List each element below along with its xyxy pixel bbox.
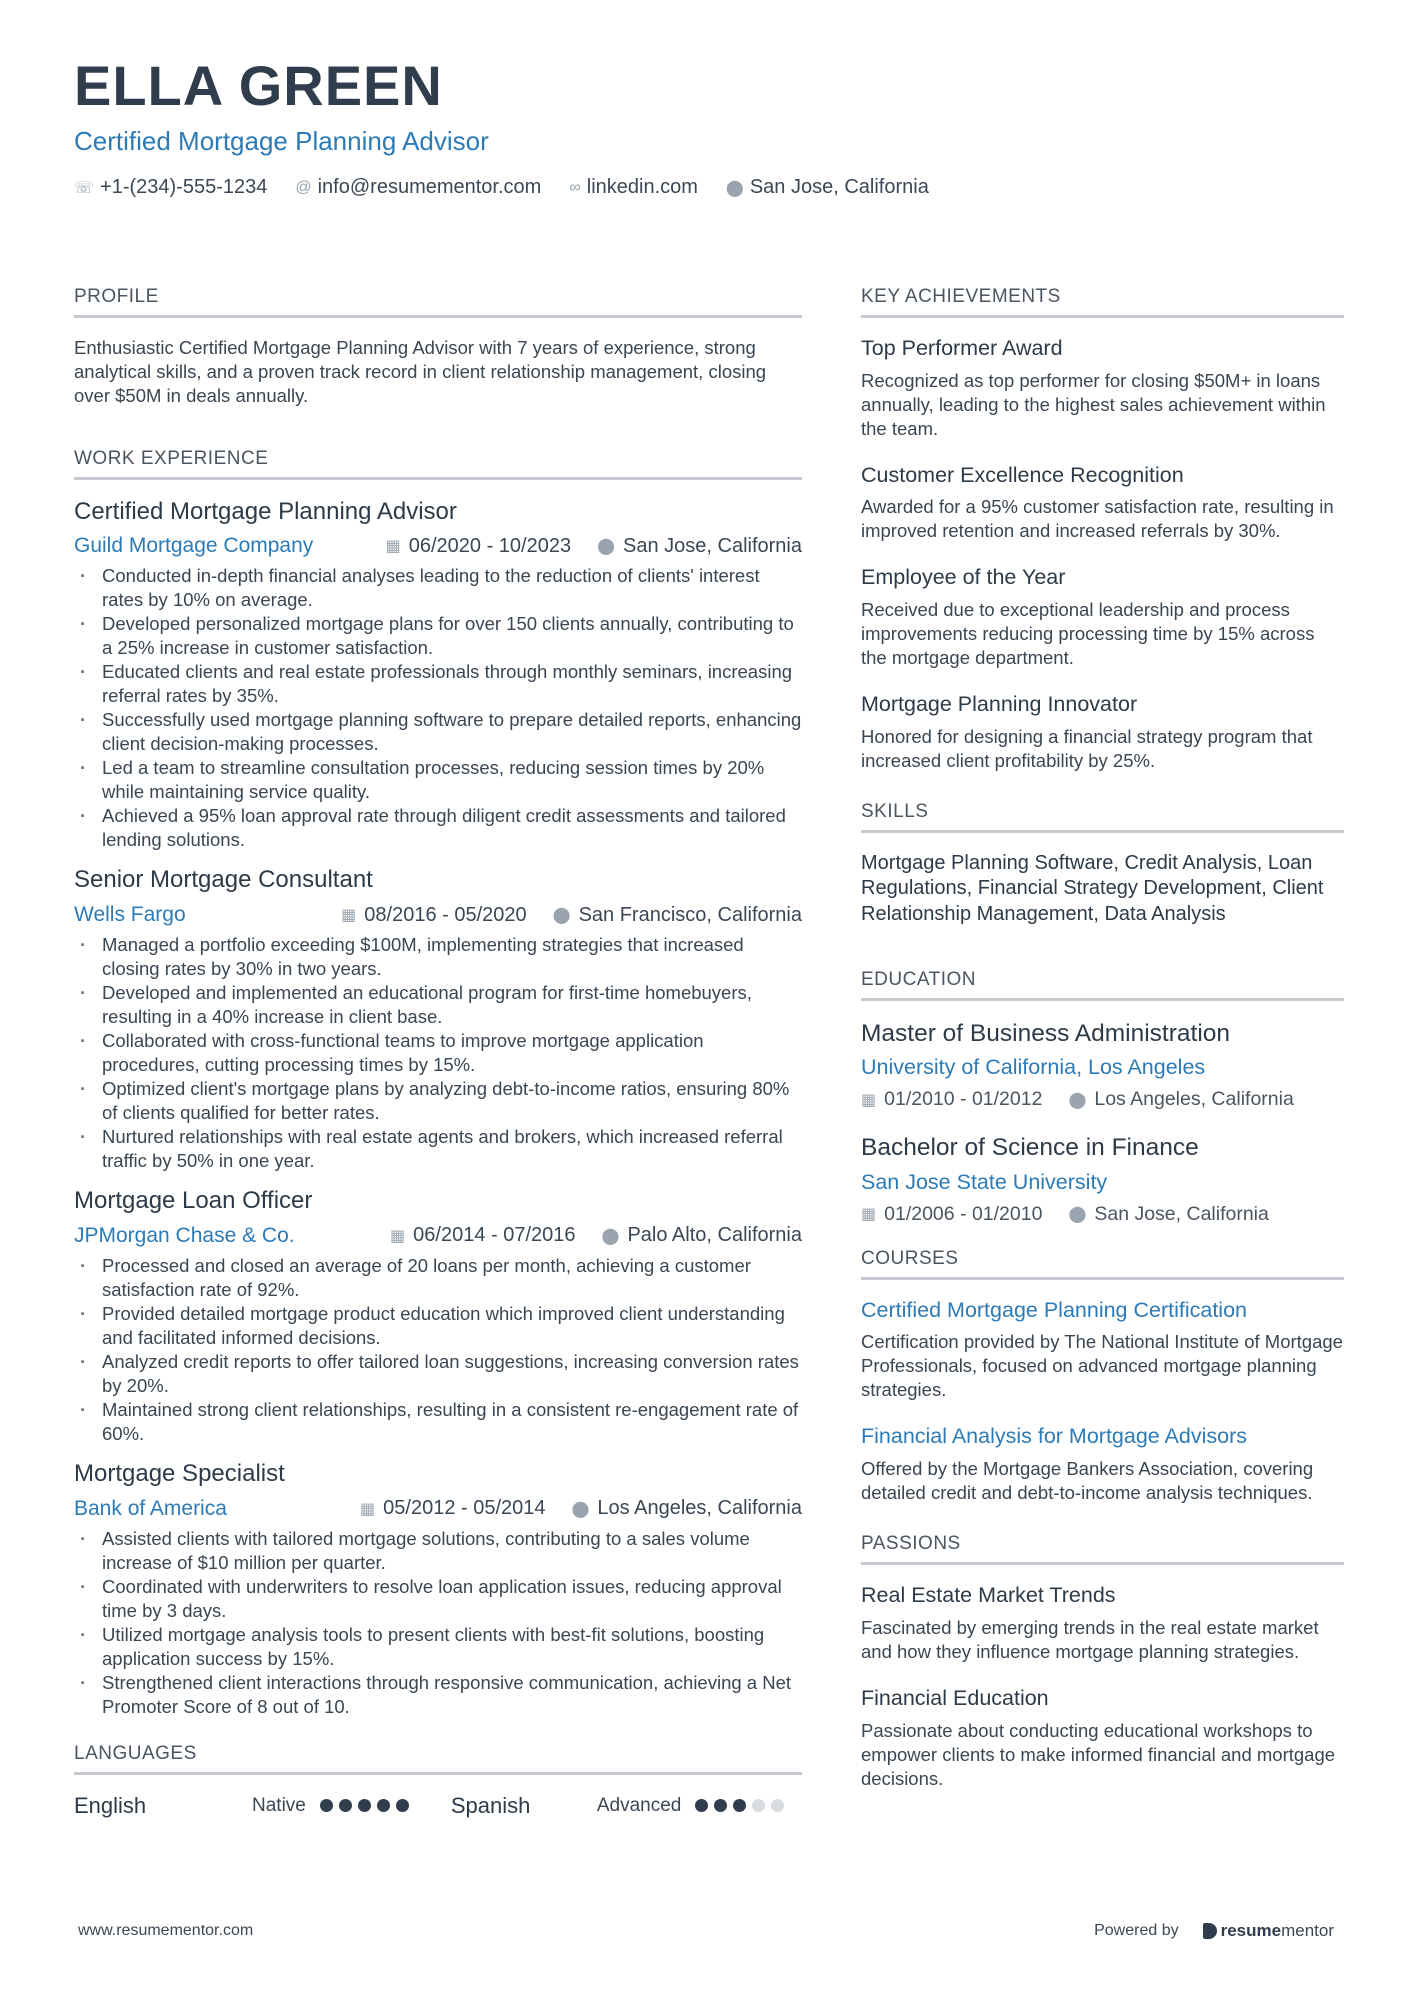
rating-dot bbox=[320, 1799, 333, 1812]
job-location-text: San Jose, California bbox=[623, 534, 802, 557]
course-title: Certified Mortgage Planning Certification bbox=[861, 1297, 1248, 1322]
course-list bbox=[861, 1298, 1344, 1506]
course-desc: Offered by the Mortgage Bankers Association, covering detailed credit and debt-to-income analysis techniques. bbox=[861, 1458, 1314, 1504]
job-bullet: · Successfully used mortgage planning software to prepare detailed reports, enhancing client decision-making processes. bbox=[74, 708, 802, 756]
language-name: Spanish bbox=[450, 1792, 531, 1818]
job-bullet: · Educated clients and real estate professionals through monthly seminars, increasing referral rates by 35%. bbox=[74, 660, 802, 708]
languages-row bbox=[74, 1793, 802, 1819]
education-meta bbox=[861, 1203, 1344, 1226]
rating-dot bbox=[377, 1799, 390, 1812]
section-heading-profile: PROFILE bbox=[74, 286, 802, 318]
location-pin-icon: ⬤ bbox=[597, 538, 616, 556]
contact-linkedin[interactable]: ∞ linkedin.com bbox=[569, 176, 698, 198]
job-bullets bbox=[74, 1527, 802, 1719]
passion-item bbox=[861, 1583, 1344, 1664]
passion-desc: Passionate about conducting educational workshops to empower clients to make informed financial and mortgage decisions. bbox=[861, 1719, 1336, 1789]
left-column bbox=[74, 286, 802, 1819]
education-school: University of California, Los Angeles bbox=[861, 1055, 1206, 1080]
calendar-icon: ▦ bbox=[861, 1206, 877, 1224]
job-bullet: · Conducted in-depth financial analyses leading to the reduction of clients' interest rates by 10% on average. bbox=[74, 564, 802, 612]
job-location bbox=[553, 904, 802, 927]
job-meta bbox=[74, 534, 802, 558]
contact-email[interactable]: @ info@resumementor.com bbox=[295, 176, 542, 198]
powered-by-label: Powered by bbox=[1094, 1922, 1179, 1939]
job-meta-details bbox=[390, 1224, 802, 1247]
job-entry bbox=[74, 866, 802, 1173]
job-bullet: · Utilized mortgage analysis tools to present clients with best-fit solutions, boosting application success by 15%. bbox=[74, 1623, 802, 1671]
rating-dot bbox=[358, 1799, 371, 1812]
education-meta bbox=[861, 1088, 1344, 1111]
achievement-desc: Received due to exceptional leadership and process improvements reducing processing time by 15% across the mortgage department. bbox=[861, 599, 1315, 669]
job-dates bbox=[386, 535, 572, 558]
job-bullets bbox=[74, 933, 802, 1173]
job-bullet: · Led a team to streamline consultation processes, reducing session times by 20% while maintaining service quality. bbox=[74, 756, 802, 804]
footer-site-link[interactable]: www.resumementor.com bbox=[78, 1922, 254, 1939]
job-list bbox=[74, 498, 802, 1719]
contact-location: ⬤ San Jose, California bbox=[725, 176, 929, 198]
achievement-item bbox=[861, 336, 1344, 441]
calendar-icon: ▦ bbox=[341, 907, 357, 925]
job-dates bbox=[390, 1224, 576, 1247]
job-meta-details bbox=[386, 535, 802, 558]
job-bullet: · Coordinated with underwriters to resolve loan application issues, reducing approval time by 3 days. bbox=[74, 1575, 802, 1623]
job-bullet: · Strengthened client interactions through responsive communication, achieving a Net Promoter Score of 8 out of 10. bbox=[74, 1671, 802, 1719]
contact-bar bbox=[74, 176, 1344, 199]
job-location bbox=[597, 535, 802, 558]
achievement-desc: Honored for designing a financial strategy program that increased client profitability by 25%. bbox=[861, 725, 1313, 771]
job-bullets bbox=[74, 564, 802, 852]
profile-text: Enthusiastic Certified Mortgage Planning Advisor with 7 years of experience, strong analytical skills, and a proven track record in client relationship management, closing over $50M in deals annually. bbox=[74, 336, 767, 406]
achievement-title: Employee of the Year bbox=[861, 565, 1066, 590]
education-location bbox=[1068, 1088, 1293, 1111]
job-bullet: · Managed a portfolio exceeding $100M, implementing strategies that increased closing rates by 30% in two years. bbox=[74, 933, 802, 981]
education-item bbox=[861, 1019, 1344, 1111]
rating-dot bbox=[695, 1799, 708, 1812]
rating-dot bbox=[733, 1799, 746, 1812]
job-dates-text: 06/2014 - 07/2016 bbox=[413, 1224, 576, 1247]
footer bbox=[78, 1921, 1334, 1941]
section-heading-skills: SKILLS bbox=[861, 801, 1344, 833]
skills-text: Mortgage Planning Software, Credit Analysis, Loan Regulations, Financial Strategy Development, Client Relationship Management, Data Analysis bbox=[861, 851, 1324, 925]
job-title: Mortgage Specialist bbox=[74, 1459, 285, 1487]
calendar-icon: ▦ bbox=[360, 1500, 376, 1518]
language-rating bbox=[695, 1799, 784, 1812]
achievement-title: Top Performer Award bbox=[861, 335, 1063, 360]
calendar-icon: ▦ bbox=[385, 538, 401, 556]
job-location bbox=[572, 1497, 802, 1520]
company-name: Wells Fargo bbox=[74, 903, 186, 927]
education-item bbox=[861, 1133, 1344, 1225]
job-dates bbox=[360, 1497, 546, 1520]
job-meta-details bbox=[341, 904, 802, 927]
section-heading-experience: WORK EXPERIENCE bbox=[74, 448, 802, 480]
language-name: English bbox=[74, 1792, 147, 1818]
right-column bbox=[861, 286, 1344, 1813]
job-bullet: · Nurtured relationships with real estate agents and brokers, which increased referral traffic by 50% in one year. bbox=[74, 1125, 802, 1173]
language-level: Advanced bbox=[596, 1794, 682, 1816]
location-pin-icon: ⬤ bbox=[552, 907, 571, 925]
education-location bbox=[1068, 1203, 1268, 1226]
phone-icon: ☏ bbox=[74, 179, 95, 197]
job-meta bbox=[74, 903, 802, 927]
achievement-desc: Recognized as top performer for closing $50M+ in loans annually, leading to the highest sales achievement within the team. bbox=[861, 369, 1326, 439]
job-bullet: · Optimized client's mortgage plans by analyzing debt-to-income ratios, ensuring 80% of clients qualified for better rates. bbox=[74, 1077, 802, 1125]
job-meta bbox=[74, 1497, 802, 1521]
job-bullet: · Provided detailed mortgage product education which improved client understanding and facilitated informed decisions. bbox=[74, 1302, 802, 1350]
language-rating bbox=[320, 1799, 409, 1812]
job-bullet: · Analyzed credit reports to offer tailored loan suggestions, increasing conversion rates by 20%. bbox=[74, 1350, 802, 1398]
section-heading-courses: COURSES bbox=[861, 1248, 1344, 1280]
job-meta bbox=[74, 1224, 802, 1248]
achievement-title: Mortgage Planning Innovator bbox=[861, 692, 1138, 717]
job-title: Mortgage Loan Officer bbox=[74, 1187, 313, 1215]
passion-title: Financial Education bbox=[861, 1685, 1049, 1710]
achievement-desc: Awarded for a 95% customer satisfaction rate, resulting in improved retention and increased referrals by 30%. bbox=[861, 496, 1334, 542]
job-entry bbox=[74, 498, 802, 853]
achievement-title: Customer Excellence Recognition bbox=[861, 462, 1184, 487]
rating-dot bbox=[771, 1799, 784, 1812]
rating-dot bbox=[339, 1799, 352, 1812]
at-icon: @ bbox=[295, 178, 312, 196]
job-meta-details bbox=[360, 1497, 802, 1520]
candidate-name: ELLA GREEN bbox=[74, 54, 443, 117]
passion-list bbox=[861, 1583, 1344, 1791]
job-dates bbox=[341, 904, 527, 927]
education-location-text: Los Angeles, California bbox=[1094, 1088, 1294, 1111]
section-heading-passions: PASSIONS bbox=[861, 1533, 1344, 1565]
course-title: Financial Analysis for Mortgage Advisors bbox=[861, 1424, 1247, 1449]
location-pin-icon: ⬤ bbox=[601, 1227, 620, 1245]
footer-brand bbox=[1094, 1921, 1334, 1941]
course-item bbox=[861, 1424, 1344, 1505]
job-bullet: · Maintained strong client relationships, resulting in a consistent re-engagement rate of 60%. bbox=[74, 1398, 802, 1446]
company-name: JPMorgan Chase & Co. bbox=[74, 1223, 295, 1247]
job-bullet: · Developed personalized mortgage plans for over 150 clients annually, contributing to a 25% increase in customer satisfaction. bbox=[74, 612, 802, 660]
section-heading-education: EDUCATION bbox=[861, 969, 1344, 1001]
location-pin-icon: ⬤ bbox=[725, 179, 744, 197]
job-entry bbox=[74, 1187, 802, 1446]
location-pin-icon: ⬤ bbox=[1068, 1206, 1087, 1224]
location-pin-icon: ⬤ bbox=[1068, 1091, 1087, 1109]
job-location-text: Palo Alto, California bbox=[627, 1224, 802, 1247]
rating-dot bbox=[396, 1799, 409, 1812]
company-name: Bank of America bbox=[74, 1496, 227, 1520]
job-location bbox=[602, 1224, 802, 1247]
education-degree: Bachelor of Science in Finance bbox=[861, 1134, 1199, 1162]
section-heading-languages: LANGUAGES bbox=[74, 1743, 802, 1775]
course-desc: Certification provided by The National Institute of Mortgage Professionals, focused on advanced mortgage planning strategies. bbox=[861, 1331, 1343, 1401]
job-location-text: Los Angeles, California bbox=[597, 1497, 802, 1520]
job-dates-text: 05/2012 - 05/2014 bbox=[383, 1497, 546, 1520]
job-entry bbox=[74, 1460, 802, 1719]
achievement-item bbox=[861, 692, 1344, 773]
passion-desc: Fascinated by emerging trends in the real estate market and how they influence mortgage planning strategies. bbox=[861, 1616, 1319, 1662]
achievement-list bbox=[861, 336, 1344, 773]
job-bullet: · Developed and implemented an educational program for first-time homebuyers, resulting in a 40% increase in client base. bbox=[74, 981, 802, 1029]
rating-dot bbox=[752, 1799, 765, 1812]
resumementor-logo[interactable]: resumementor bbox=[1203, 1921, 1334, 1941]
achievement-item bbox=[861, 565, 1344, 670]
job-dates-text: 06/2020 - 10/2023 bbox=[408, 534, 572, 557]
job-dates-text: 08/2016 - 05/2020 bbox=[364, 903, 527, 926]
education-location-text: San Jose, California bbox=[1094, 1202, 1269, 1225]
section-heading-achievements: KEY ACHIEVEMENTS bbox=[861, 286, 1344, 318]
calendar-icon: ▦ bbox=[861, 1091, 877, 1109]
education-degree: Master of Business Administration bbox=[861, 1020, 1231, 1048]
company-name: Guild Mortgage Company bbox=[74, 534, 314, 558]
resume-page bbox=[74, 54, 1344, 1818]
job-title: Senior Mortgage Consultant bbox=[74, 866, 373, 894]
education-dates bbox=[861, 1088, 1042, 1111]
job-location-text: San Francisco, California bbox=[578, 903, 802, 926]
achievement-item bbox=[861, 463, 1344, 544]
job-bullet: · Collaborated with cross-functional teams to improve mortgage application procedures, cutting processing times by 15%. bbox=[74, 1029, 802, 1077]
rating-dot bbox=[714, 1799, 727, 1812]
course-item bbox=[861, 1298, 1344, 1403]
education-dates-text: 01/2006 - 01/2010 bbox=[884, 1202, 1043, 1225]
calendar-icon: ▦ bbox=[390, 1227, 406, 1245]
job-bullet: · Assisted clients with tailored mortgage solutions, contributing to a sales volume increase of $10 million per quarter. bbox=[74, 1527, 802, 1575]
passion-title: Real Estate Market Trends bbox=[861, 1583, 1116, 1608]
education-school: San Jose State University bbox=[861, 1169, 1108, 1194]
link-icon: ∞ bbox=[569, 178, 581, 196]
job-bullets bbox=[74, 1254, 802, 1446]
location-pin-icon: ⬤ bbox=[571, 1500, 590, 1518]
language-level: Native bbox=[252, 1794, 306, 1816]
passion-item bbox=[861, 1686, 1344, 1791]
education-list bbox=[861, 1019, 1344, 1226]
education-dates bbox=[861, 1203, 1042, 1226]
education-dates-text: 01/2010 - 01/2012 bbox=[884, 1088, 1043, 1111]
candidate-title: Certified Mortgage Planning Advisor bbox=[74, 126, 489, 156]
contact-phone[interactable]: ☏ +1-(234)-555-1234 bbox=[74, 176, 268, 198]
job-title: Certified Mortgage Planning Advisor bbox=[74, 497, 457, 525]
logo-mark-icon bbox=[1203, 1923, 1217, 1939]
job-bullet: · Achieved a 95% loan approval rate through diligent credit assessments and tailored lending solutions. bbox=[74, 804, 802, 852]
job-bullet: · Processed and closed an average of 20 loans per month, achieving a customer satisfaction rate of 92%. bbox=[74, 1254, 802, 1302]
